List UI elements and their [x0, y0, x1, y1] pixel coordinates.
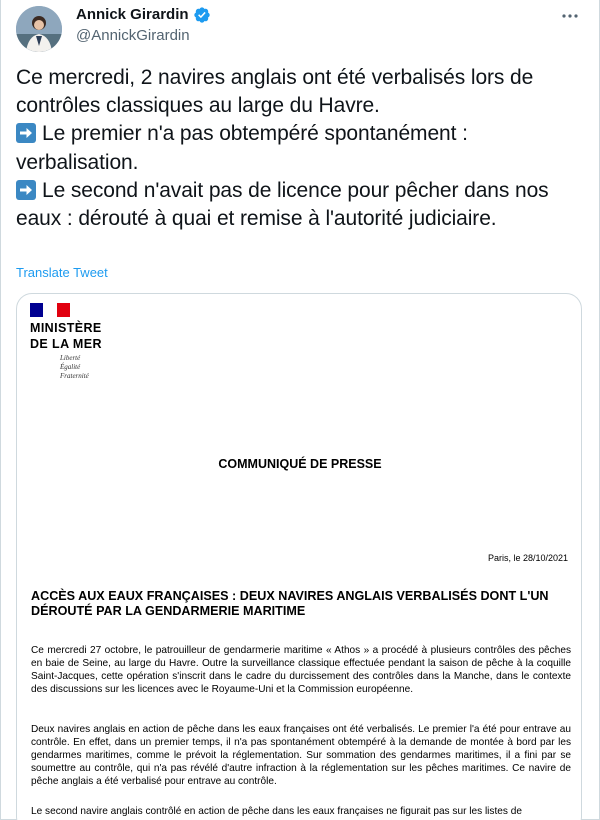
author-handle[interactable]: @AnnickGirardin: [76, 27, 190, 44]
verified-badge-icon: [193, 6, 211, 24]
translate-tweet-link[interactable]: Translate Tweet: [16, 265, 108, 280]
press-release-date: Paris, le 28/10/2021: [487, 553, 568, 563]
author-name-text[interactable]: Annick Girardin: [76, 6, 189, 23]
ministry-name: [30, 320, 102, 352]
motto-liberte: Liberté: [60, 354, 81, 362]
tweet-line-3-text: Le second n'avait pas de licence pour pêcher dans nos eaux : dérouté à quai et remise à l'autorité judiciaire.: [16, 178, 549, 231]
press-paragraph-1: Ce mercredi 27 octobre, le patrouilleur de gendarmerie maritime « Athos » a procédé à plusieurs contrôles des pêches en baie de Seine, au large du Havre. Outre la surveillance classique effectuée pendant la saison de pêche à la coquille Saint-Jacques, cette opération s'inscrit dans le cadre du durcissement des contrôles dans la Manche, dans le contexte des discussions sur les licences avec le Royaume-Uni et la Commission européenne.: [31, 645, 571, 695]
press-paragraph-2: Deux navires anglais en action de pêche dans les eaux françaises ont été verbalisés. Le premier l'a été pour entrave au contrôle. En effet, dans un premier temps, il n'a pas spontanément obtempéré à la demande de montée à bord par les gendarmes maritimes, comme le prévoit la réglementation. Sur sommation des gendarmes maritimes, il a fini par se soumettre au contrôle, qui n'a pas révélé d'autre infraction à la réglementation sur les pêches maritimes. Ce navire de pêche anglais a été verbalisé pour entrave au contrôle.: [31, 724, 571, 787]
press-release-document: [17, 294, 582, 820]
tweet-line-3: [16, 177, 586, 233]
avatar[interactable]: [16, 6, 62, 52]
tweet-line-2: [16, 120, 586, 176]
tweet-media-image[interactable]: [16, 293, 582, 820]
press-release-headline: ACCÈS AUX EAUX FRANÇAISES : DEUX NAVIRES ANGLAIS VERBALISÉS DONT L'UN DÉROUTÉ PAR LA GENDARMERIE MARITIME: [31, 589, 549, 618]
ministry-line-2: DE LA MER: [30, 337, 102, 351]
republic-motto: [60, 354, 89, 381]
author-name[interactable]: [76, 5, 211, 25]
tweet-text: [16, 64, 586, 233]
press-release-title: COMMUNIQUÉ DE PRESSE: [218, 457, 382, 471]
tweet-header: [16, 4, 584, 52]
motto-egalite: Égalité: [60, 363, 81, 371]
republic-logo-flag: [30, 303, 70, 317]
press-paragraph-3: Le second navire anglais contrôlé en action de pêche dans les eaux françaises ne figurait pas sur les listes de: [31, 806, 522, 817]
more-dots-icon[interactable]: [560, 6, 580, 26]
right-arrow-emoji-icon: [16, 123, 36, 143]
ministry-line-1: MINISTÈRE: [30, 321, 102, 335]
tweet-line-2-text: Le premier n'a pas obtempéré spontanément : verbalisation.: [16, 122, 468, 174]
right-arrow-emoji-icon: [16, 180, 36, 200]
tweet-line-1: Ce mercredi, 2 navires anglais ont été verbalisés lors de contrôles classiques au large du Havre.: [16, 66, 534, 118]
motto-fraternite: Fraternité: [60, 372, 89, 380]
